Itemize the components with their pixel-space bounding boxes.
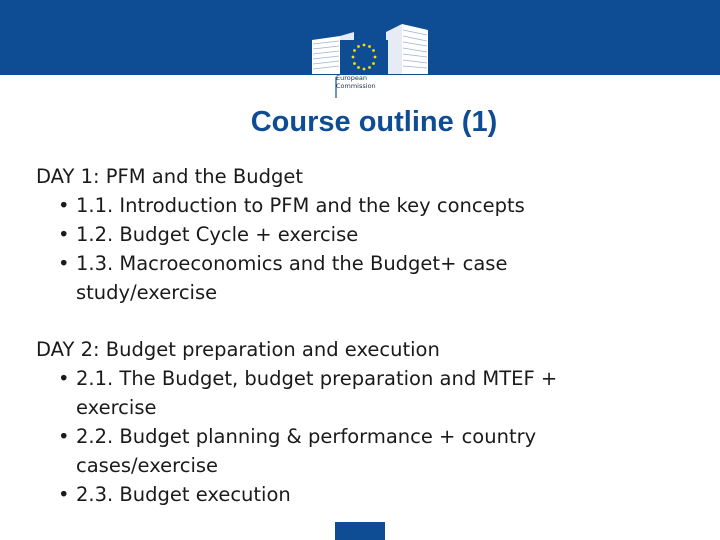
list-item (58, 220, 676, 249)
footer-tab (335, 522, 385, 540)
bullet-icon: • (58, 483, 70, 506)
list-item-text: 1.1. Introduction to PFM and the key concepts (76, 194, 525, 217)
day2-heading: DAY 2: Budget preparation and execution (36, 338, 440, 361)
day1-heading: DAY 1: PFM and the Budget (36, 165, 304, 188)
list-item-text-line1: 2.1. The Budget, budget preparation and MTEF + (76, 367, 558, 390)
list-item (58, 364, 676, 422)
slide-title: Course outline (1) (250, 106, 498, 138)
list-item (58, 249, 676, 307)
list-item (58, 480, 676, 509)
slide-body (36, 162, 676, 509)
logo-text-line1: European (336, 74, 367, 82)
list-item-text: 1.2. Budget Cycle + exercise (76, 223, 359, 246)
list-item-text-line1: 2.2. Budget planning & performance + country (76, 425, 537, 448)
day2-topic-list (36, 364, 676, 509)
bullet-icon: • (58, 223, 70, 246)
eu-flag-icon (340, 40, 388, 74)
day1-topic-list (36, 191, 676, 307)
logo-wordmark (336, 74, 396, 90)
bullet-icon: • (58, 425, 70, 448)
list-item-text-line2: cases/exercise (76, 454, 219, 477)
list-item (58, 191, 676, 220)
list-item-text-line2: study/exercise (76, 281, 218, 304)
list-item-text-line2: exercise (76, 396, 157, 419)
list-item (58, 422, 676, 480)
logo-text-line2: Commission (336, 82, 376, 90)
bullet-icon: • (58, 194, 70, 217)
bullet-icon: • (58, 367, 70, 390)
bullet-icon: • (58, 252, 70, 275)
list-item-text-line1: 1.3. Macroeconomics and the Budget+ case (76, 252, 508, 275)
list-item-text: 2.3. Budget execution (76, 483, 291, 506)
